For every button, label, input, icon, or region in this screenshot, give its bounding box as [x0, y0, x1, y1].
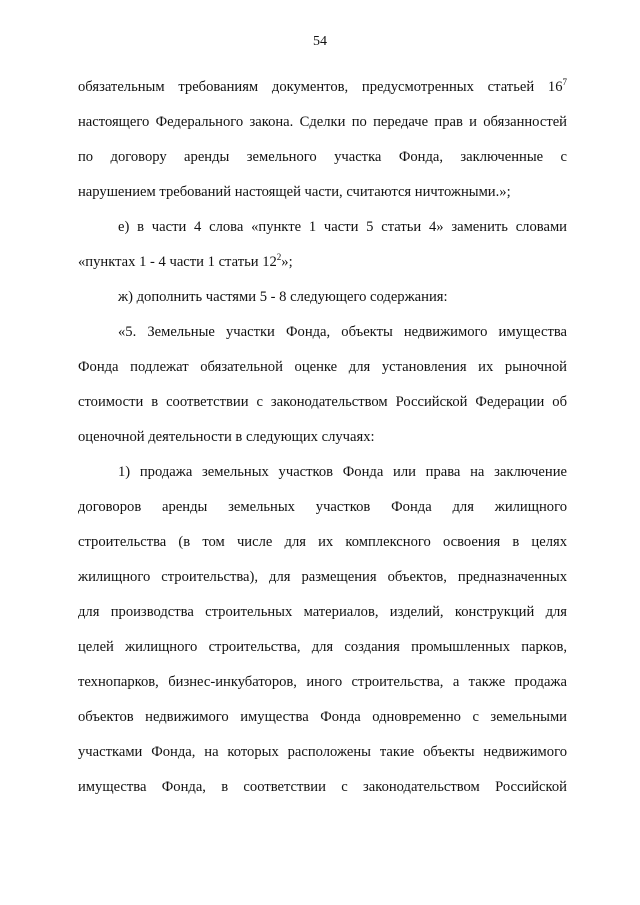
text-line: нарушением требований настоящей части, считаются ничтожными.»; — [78, 184, 511, 200]
text-line: по договору аренды земельного участка Фонда, заключенные с — [78, 149, 567, 165]
text-line: е) в части 4 слова «пункте 1 части 5 статьи 4» заменить словами — [118, 219, 567, 235]
text-line: целей жилищного строительства, для создания промышленных парков, — [78, 639, 567, 655]
text-line: 1) продажа земельных участков Фонда или права на заключение — [118, 464, 567, 480]
text-line: стоимости в соответствии с законодательством Российской Федерации об — [78, 394, 567, 410]
text-line: Фонда подлежат обязательной оценке для установления их рыночной — [78, 359, 567, 375]
text-line: настоящего Федерального закона. Сделки по передаче прав и обязанностей — [78, 114, 567, 130]
text-line: объектов недвижимого имущества Фонда одновременно с земельными — [78, 709, 567, 725]
text-line: ж) дополнить частями 5 - 8 следующего содержания: — [118, 289, 448, 305]
text-line: «пунктах 1 - 4 части 1 статьи $12^2$»; — [78, 252, 293, 270]
text-line: участками Фонда, на которых расположены такие объекты недвижимого — [78, 744, 567, 760]
text-line: для производства строительных материалов, изделий, конструкций для — [78, 604, 567, 620]
text-line: жилищного строительства), для размещения объектов, предназначенных — [78, 569, 567, 585]
text-line: имущества Фонда, в соответствии с законодательством Российской — [78, 779, 567, 795]
page-number: 54 — [313, 34, 327, 49]
text-line: «5. Земельные участки Фонда, объекты недвижимого имущества — [118, 324, 567, 340]
text-line: технопарков, бизнес-инкубаторов, иного строительства, а также продажа — [78, 674, 567, 690]
text-line: оценочной деятельности в следующих случаях: — [78, 429, 375, 445]
text-line: строительства (в том числе для их комплексного освоения в целях — [78, 534, 567, 550]
text-line: договоров аренды земельных участков Фонда для жилищного — [78, 499, 567, 515]
text-line: обязательным требованиям документов, предусмотренных статьей $16^7$ — [78, 77, 567, 95]
